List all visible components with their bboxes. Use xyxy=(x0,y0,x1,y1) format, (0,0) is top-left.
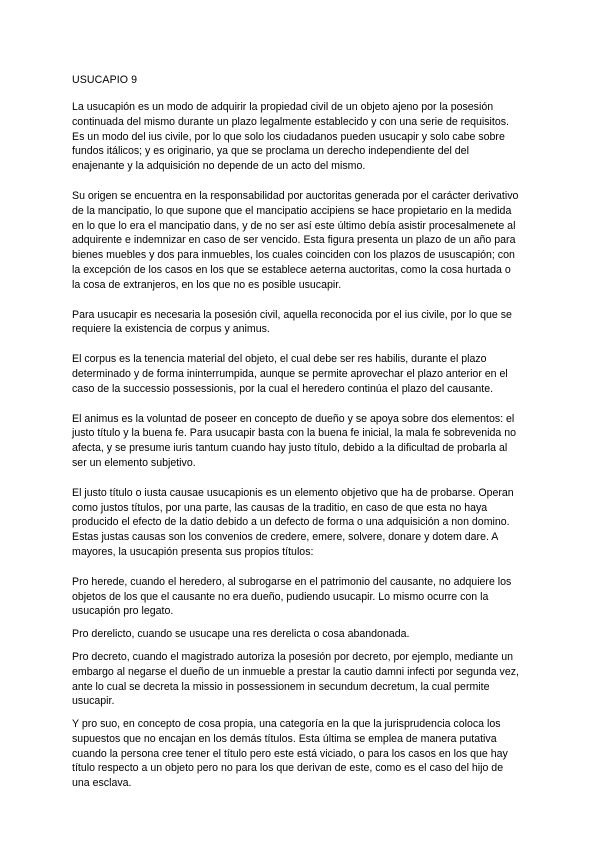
paragraph-definition: La usucapión es un modo de adquirir la propiedad civil de un objeto ajeno por la posesión continuada del mismo durante un plazo legalmente establecido y con una serie de requisitos. Es un modo del ius civile, por lo que solo los ciudadanos pueden usucapir y solo cabe sobre fundos itálicos; y es originario, ya que se proclama un derecho independiente del del enajenante y la adquisición no depende de un acto del mismo. xyxy=(72,101,509,173)
paragraph-pro-suo: Y pro suo, en concepto de cosa propia, una categoría en la que la jurisprudencia coloca los supuestos que no encajan en los demás títulos. Esta última se emplea de manera putativa cuando la persona cree tener el título pero este está viciado, o para los casos en los que hay título respecto a un objeto pero no para los que derivan de este, como es el caso del hijo de una esclava. xyxy=(72,718,508,790)
paragraph-pro-herede: Pro herede, cuando el heredero, al subrogarse en el patrimonio del causante, no adquiere los objetos de los que el causante no era dueño, pudiendo usucapir. Lo mismo ocurre con la usucapión pro legato. xyxy=(72,575,512,618)
paragraph-corpus: El corpus es la tenencia material del objeto, el cual debe ser res habilis, durante el plazo determinado y de forma ininterrumpida, aunque se permite aprovechar el plazo anterior en el caso de la successio possessionis, por la cual el heredero continúa el plazo del causante. xyxy=(72,353,508,395)
paragraph-requirements: Para usucapir es necesaria la posesión civil, aquella reconocida por el ius civile, por lo que se requiere la existencia de corpus y animus. xyxy=(72,308,512,336)
paragraph-animus: El animus es la voluntad de poseer en concepto de dueño y se apoya sobre dos elementos: el justo título y la buena fe. Para usucapir basta con la buena fe inicial, la mala fe sobrevenida no afecta, y se presume iuris tantum cuando hay justo título, debido a la dificultad de probarla al ser un elemento subjetivo. xyxy=(72,412,517,469)
paragraph-pro-decreto: Pro decreto, cuando el magistrado autoriza la posesión por decreto, por ejemplo, mediante un embargo al negarse el dueño de un inmueble a prestar la cautio damni infecti por segunda vez, ante lo cual se decreta la missio in possessionem in secundum decretum, la cual permite usucapir. xyxy=(72,650,519,708)
document-title: USUCAPIO 9 xyxy=(72,74,138,86)
paragraph-origin: Su origen se encuentra en la responsabilidad por auctoritas generada por el carácter derivativo de la mancipatio, lo que supone que el mancipatio accipiens se hace propietario en la medida en lo que lo era el mancipatio dans, y de no ser así este último debía asistir procesalmenete al adquirente e indemnizar en caso de ser vencido. Esta figura presenta un plazo de un año para bienes muebles y dos para inmuebles, los cuales coinciden con los plazos de ususcapión; con la excepción de los casos en los que se establece aeterna auctoritas, como la cosa hurtada o la cosa de extranjeros, en los que no es posible usucapir. xyxy=(72,189,519,291)
paragraph-justo-titulo: El justo título o iusta causae usucapionis es un elemento objetivo que ha de probarse. Operan como justos títulos, por una parte, las causas de la traditio, en caso de que esta no haya producido el efecto de la datio debido a un defecto de forma o una adquisición a non domino. Estas justas causas son los convenios de credere, emere, solvere, donare y dotem dare. A mayores, la usucapión presenta sus propios títulos: xyxy=(72,486,514,558)
paragraph-pro-derelicto: Pro derelicto, cuando se usucape una res derelicta o cosa abandonada. xyxy=(72,628,410,641)
